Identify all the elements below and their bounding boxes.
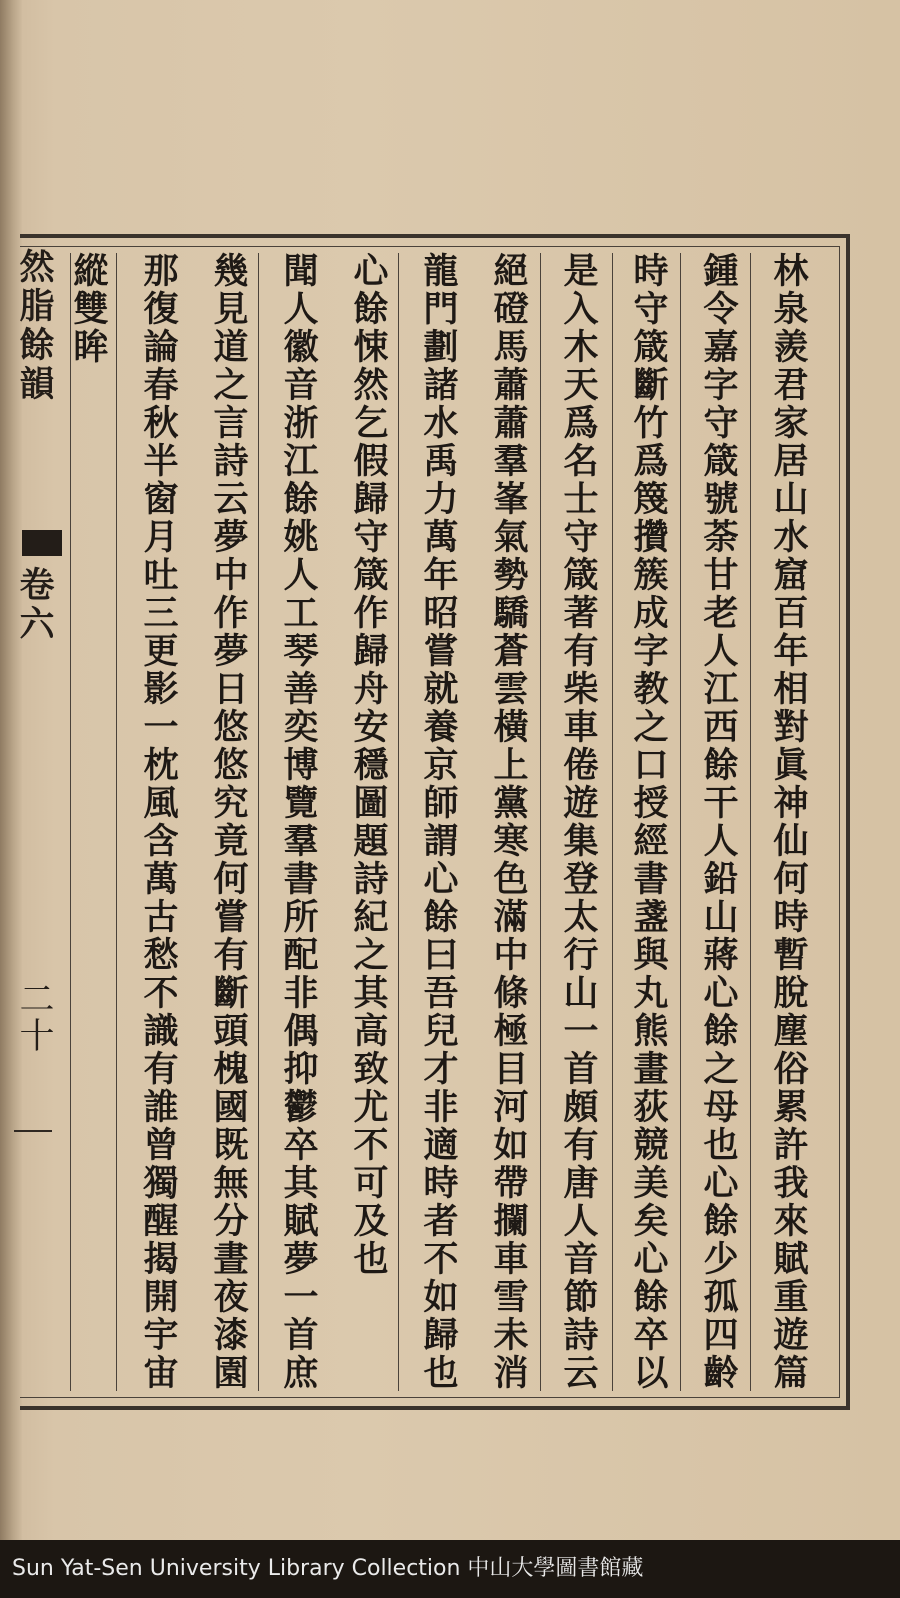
text-column-8: 聞人徽音浙江餘姚人工琴善奕博覽羣書所配非偶抑鬱卒其賦夢一首庶: [278, 252, 319, 1392]
margin-volume: 卷六: [14, 566, 55, 644]
text-column-6: 龍門劃諸水禹力萬年昭嘗就養京師謂心餘曰吾兒才非適時者不如歸也: [418, 252, 459, 1392]
column-rule: [540, 253, 541, 1391]
column-rule: [612, 253, 613, 1391]
column-rule: [70, 253, 71, 1391]
text-column-5: 絕磴馬蕭蕭羣峯氣勢驕蒼雲橫上黨寒色滿中條極目河如帶攔車雪未消: [488, 252, 529, 1392]
text-column-9: 幾見道之言詩云夢中作夢日悠悠究竟何嘗有斷頭槐國既無分晝夜漆園: [208, 252, 249, 1392]
column-rule: [258, 253, 259, 1391]
collection-caption: Sun Yat-Sen University Library Collection 中山大學圖書館藏: [12, 1556, 644, 1581]
text-column-7: 心餘悚然乞假歸守箴作歸舟安穩圖題詩紀之其高致尤不可及也: [348, 252, 389, 1278]
text-column-1: 林泉羨君家居山水窟百年相對眞神仙何時暫脫塵俗累許我來賦重遊篇: [768, 252, 809, 1392]
column-rule: [398, 253, 399, 1391]
text-column-11: 縱雙眸: [68, 252, 109, 366]
margin-book-title: 然脂餘韻: [14, 248, 55, 404]
column-rule: [116, 253, 117, 1391]
book-spine: [0, 0, 22, 1540]
text-column-10: 那復論春秋半窗月吐三更影一枕風含萬古愁不識有誰曾獨醒揭開宇宙: [138, 252, 179, 1392]
column-rule: [680, 253, 681, 1391]
text-column-2: 鍾令嘉字守箴號荼甘老人江西餘干人鉛山蔣心餘之母也心餘少孤四齡: [698, 252, 739, 1392]
margin-page-number: 二十: [14, 980, 54, 1054]
column-rule: [750, 253, 751, 1391]
text-column-4: 是入木天爲名士守箴著有柴車倦遊集登太行山一首頗有唐人音節詩云: [558, 252, 599, 1392]
text-column-3: 時守箴斷竹爲篾攢簇成字教之口授經書盞與丸熊畫荻競美矣心餘卒以: [628, 252, 669, 1392]
